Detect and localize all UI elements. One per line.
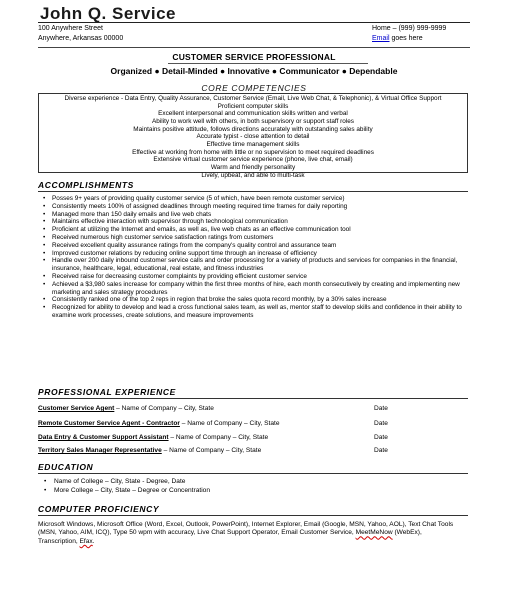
contact-block	[372, 24, 446, 44]
job-company: – Name of Company – City, State	[168, 434, 269, 441]
competency-item: Maintains positive attitude, follows directions accurately with outstanding sales ability	[133, 125, 373, 133]
competency-item: Accurate typist - close attention to detail	[196, 133, 310, 141]
accomplishment-item: • Achieved a $3,980 sales increase for company within the first three months of hire, each month consecutively by creating and implementing new marketing and sales strategy procedures	[40, 281, 465, 297]
education-item: • Name of College – City, State - Degree, Date	[44, 478, 210, 487]
candidate-name: John Q. Service	[40, 4, 176, 23]
computer-proficiency-heading: COMPUTER PROFICIENCY	[38, 504, 160, 514]
accomplishment-item: • Recognized for ability to develop and lead a cross functional sales team, as well as, mentor staff to develop skills and confidence in their ability to examine work processes, create solutions, and measure improvements	[40, 304, 465, 320]
core-competencies-heading: CORE COMPETENCIES	[201, 83, 307, 93]
email-link[interactable]: Email	[372, 35, 390, 42]
email-line	[372, 34, 446, 44]
professional-tagline: Organized ● Detail-Minded ● Innovative ● Communicator ● Dependable	[110, 66, 398, 76]
competency-item: Lively, upbeat, and able to multi-task	[201, 171, 305, 179]
accomplishment-item: • Received raise for decreasing customer complaints by providing efficient customer service	[40, 273, 465, 281]
job-company: – Name of Company – City, State	[114, 405, 214, 412]
accomplishment-item: • Posses 9+ years of providing quality customer service (5 of which, have been remote customer service)	[40, 195, 465, 203]
competency-item: Effective at working from home with little or no supervision to meet required deadlines	[132, 148, 374, 156]
job-date: Date	[374, 405, 388, 412]
job-title: Remote Customer Service Agent - Contractor	[38, 420, 180, 427]
job-entry	[38, 434, 468, 442]
computer-skills-mid: (WebEx), Transcription,	[38, 529, 422, 545]
accomplishment-item: • Proficient at utilizing the Internet and emails, as well as, live web chats as an effective communication tool	[40, 226, 465, 234]
computer-skills-end: .	[92, 537, 95, 545]
job-entry	[38, 405, 468, 413]
accomplishment-item: • Consistently ranked one of the top 2 reps in region that broke the sales quota record monthly, by a 30% sales increase	[40, 296, 465, 304]
phone-number: Home – (999) 999-9999	[372, 25, 447, 32]
job-entry	[38, 420, 468, 428]
competency-item: Proficient computer skills	[217, 102, 289, 110]
accomplishments-list	[40, 195, 465, 320]
competency-item: Effective time management skills	[206, 140, 300, 148]
job-entry	[38, 447, 468, 455]
experience-heading: PROFESSIONAL EXPERIENCE	[38, 387, 176, 397]
competency-item: Extensive virtual customer service experience (phone, live chat, email)	[153, 156, 353, 164]
accomplishments-rule	[38, 191, 468, 192]
competency-item: Excellent interpersonal and communication skills written and verbal	[158, 110, 348, 118]
header-rule	[38, 22, 470, 23]
email-suffix: goes here	[389, 35, 423, 42]
accomplishments-heading: ACCOMPLISHMENTS	[38, 180, 134, 190]
computer-proficiency-text	[38, 521, 458, 546]
headline-underline	[168, 63, 368, 64]
accomplishment-item: • Received excellent quality assurance ratings from the company's quality control and assurance team	[40, 242, 465, 250]
job-date: Date	[374, 447, 388, 454]
job-date: Date	[374, 420, 388, 427]
accomplishment-item: • Improved customer relations by reducing online support time through an increase of efficiency	[40, 250, 465, 258]
education-rule	[38, 473, 468, 474]
accomplishment-item: • Handle over 200 daily inbound customer service calls and order processing for a variety of products and services for companies in the financial, insurance, healthcare, legal, educational, real estate, and fitness industries	[40, 257, 465, 273]
competency-item: Diverse experience - Data Entry, Quality Assurance, Customer Service (Email, Live Web Chat, & Telephonic), & Virtual Office Support	[64, 95, 442, 102]
misspelled-word: MeetMeNow	[355, 529, 393, 537]
job-title: Customer Service Agent	[38, 405, 115, 412]
accomplishment-item: • Consistently meets 100% of assigned deadlines through meeting required time frames for daily reporting	[40, 203, 465, 211]
misspelled-word: Efax	[79, 537, 93, 545]
street-address: 100 Anywhere Street	[38, 25, 103, 32]
accomplishment-item: • Managed more than 150 daily emails and live web chats	[40, 211, 465, 219]
job-date: Date	[374, 434, 388, 441]
computer-proficiency-rule	[38, 515, 468, 516]
accomplishment-item: • Maintains effective interaction with supervisor through technological communication	[40, 218, 465, 226]
education-heading: EDUCATION	[38, 462, 94, 472]
professional-headline: CUSTOMER SERVICE PROFESSIONAL	[172, 52, 336, 62]
core-competencies-box	[38, 93, 468, 179]
job-title: Territory Sales Manager Representative	[38, 447, 162, 454]
address-block	[38, 24, 123, 44]
header-divider	[38, 47, 470, 48]
experience-rule	[38, 398, 468, 399]
accomplishment-item: • Received numerous high customer service satisfaction ratings from customers	[40, 234, 465, 242]
education-item: • More College – City, State – Degree or Concentration	[44, 487, 210, 496]
city-state-zip: Anywhere, Arkansas 00000	[38, 35, 124, 42]
job-title: Data Entry & Customer Support Assistant	[38, 434, 169, 441]
education-list	[44, 478, 210, 495]
job-company: – Name of Company – City, State	[161, 447, 262, 454]
competency-item: Warm and friendly personality	[210, 163, 296, 171]
computer-skills-main: Microsoft Windows, Microsoft Office (Word, Excel, Outlook, PowerPoint), Internet Explorer, Email (Google, MSN, Yahoo, AOL), Text Chat Tools (MSN, Yahoo, AIM, ICQ), Type 50 wpm with accuracy, Live Chat Support Operator, Email Customer Service,	[38, 521, 454, 537]
competency-item: Ability to work well with others, in both supervisory or support staff roles	[152, 117, 354, 125]
job-company: – Name of Company – City, State	[179, 420, 280, 427]
